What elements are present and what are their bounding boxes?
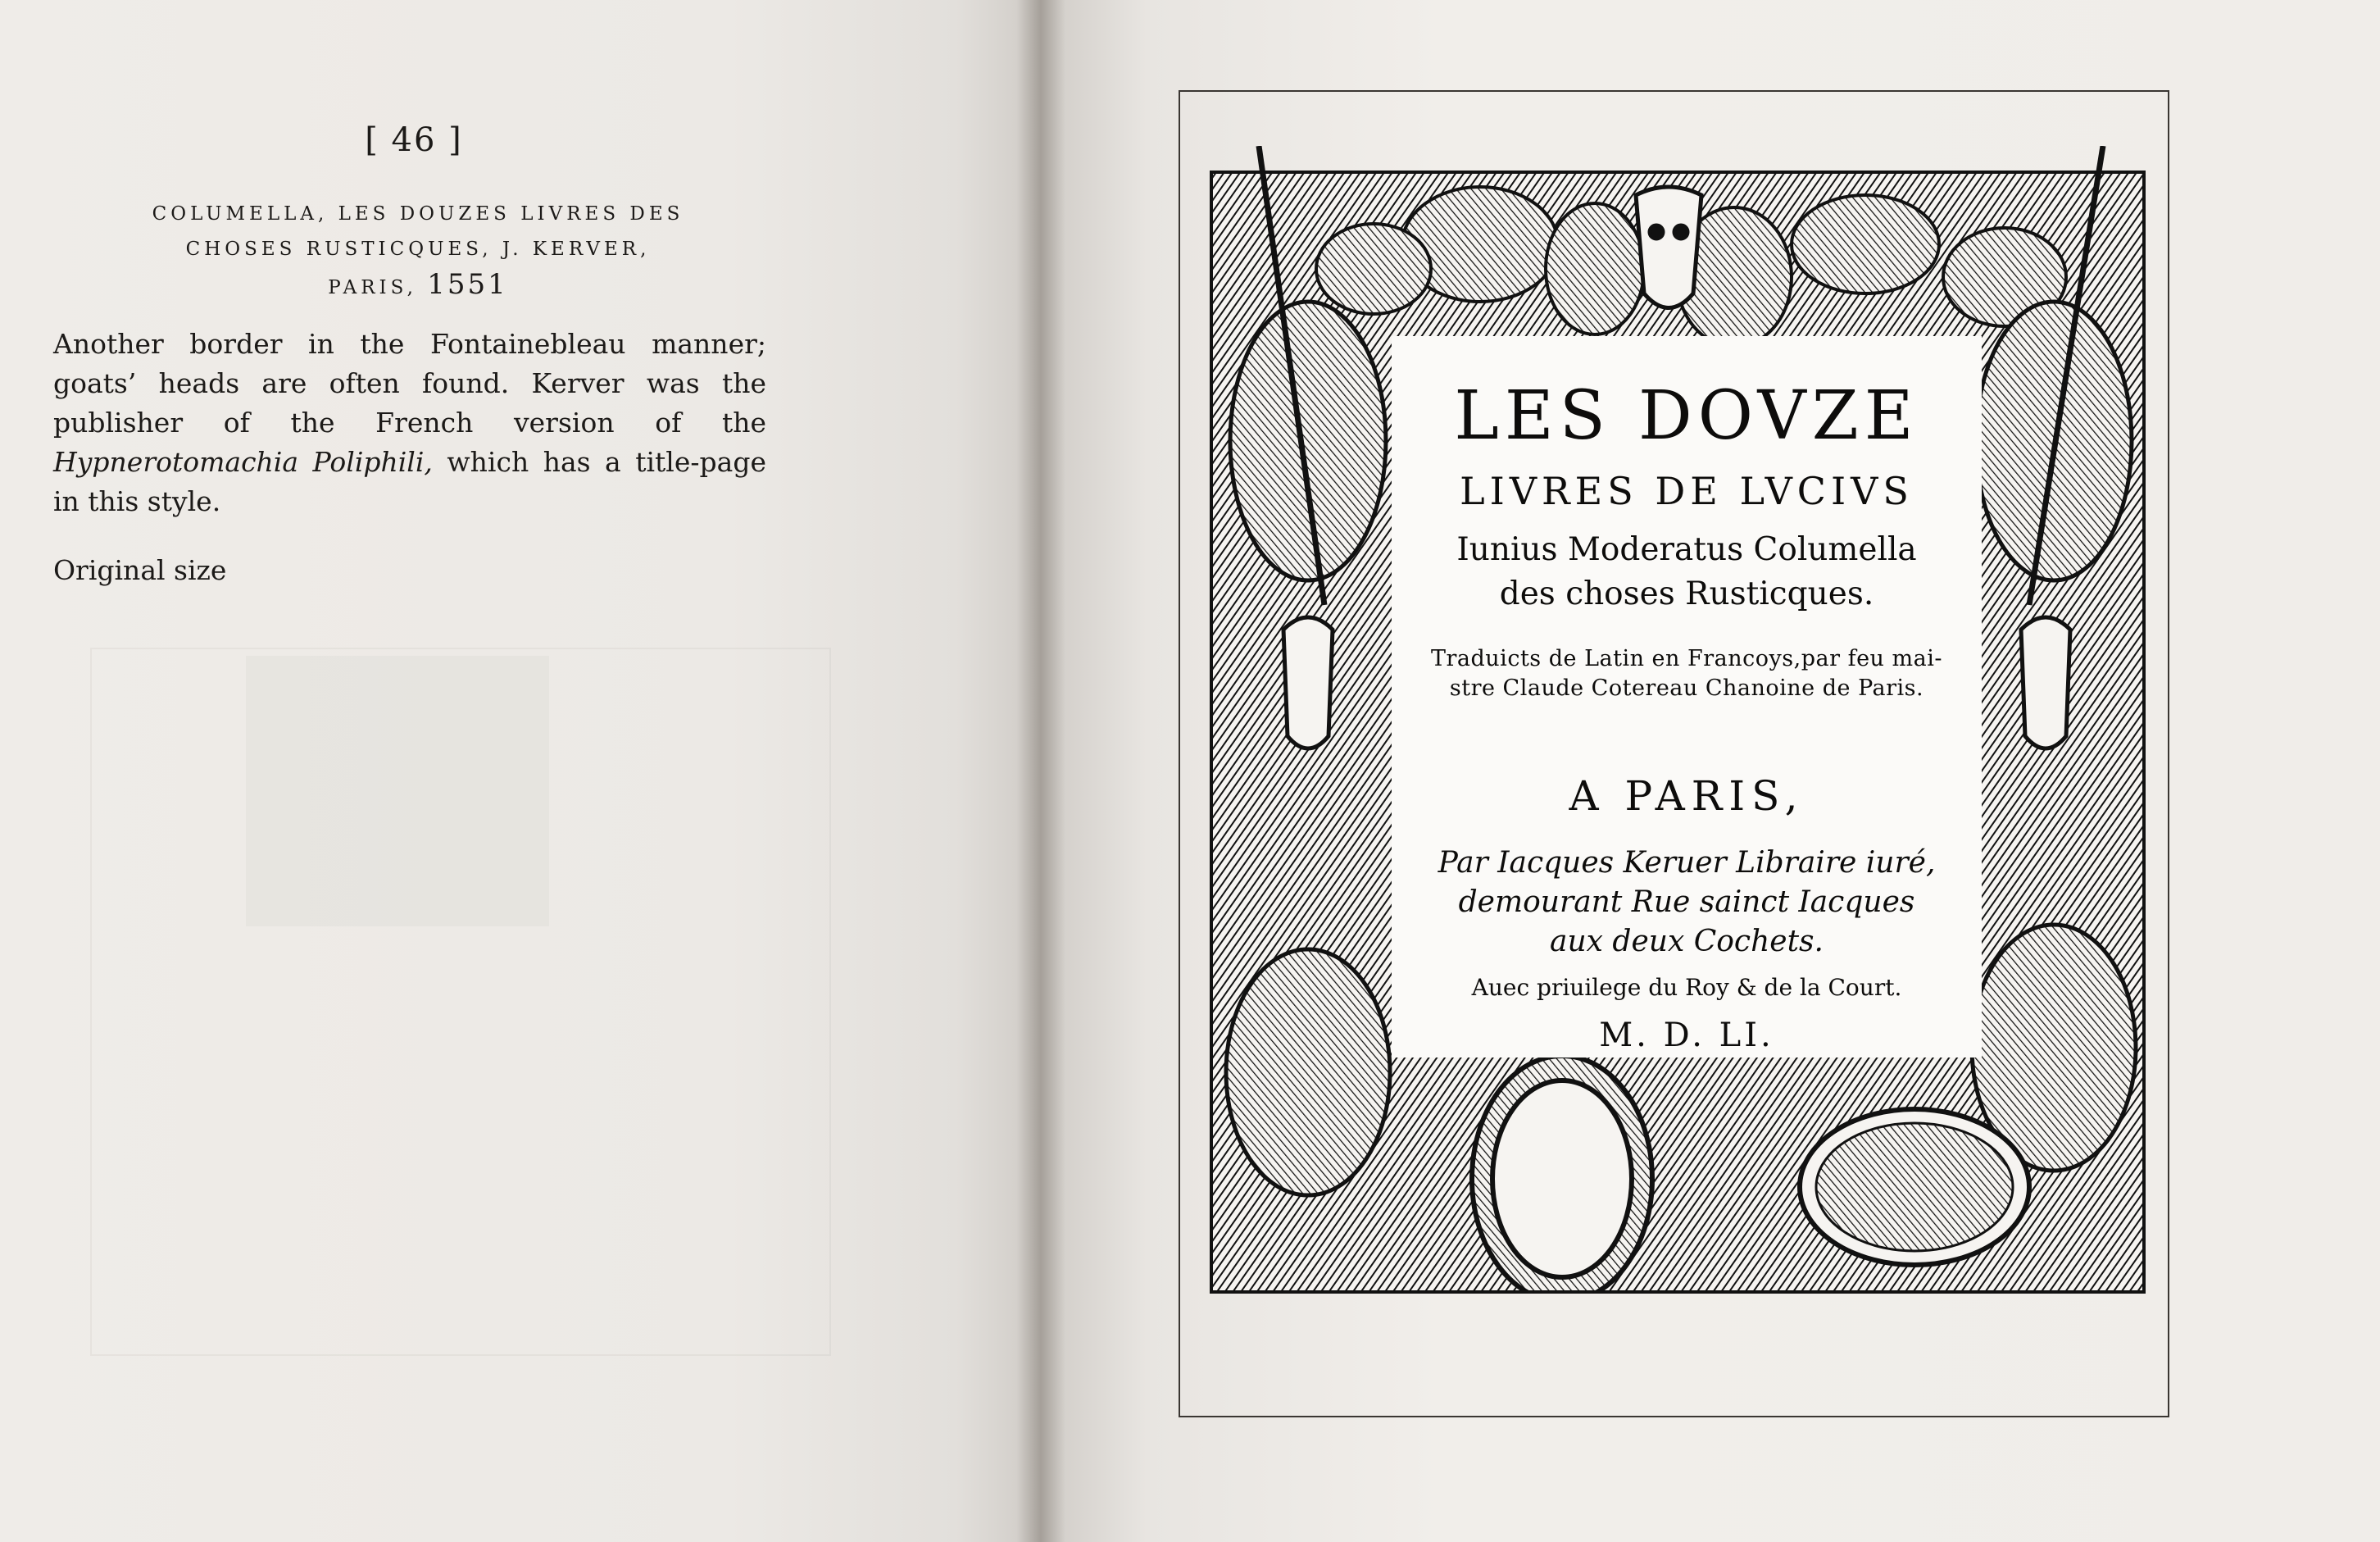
title-page-subtitle: LIVRES DE LVCIVS: [1460, 469, 1914, 513]
size-note: Original size: [53, 554, 227, 586]
title-page-translation-2: stre Claude Cotereau Chanoine de Paris.: [1449, 675, 1924, 701]
caption-place: PARIS,: [328, 277, 417, 298]
title-page-subject-line: des choses Rusticques.: [1499, 575, 1874, 612]
description-text-end: which has a title-page in this style.: [53, 446, 766, 517]
left-page: [0, 0, 1039, 1542]
right-page: [1039, 0, 2380, 1542]
description-text-start: Another border in the Fontainebleau manner; goats’ heads are often found. Kerver was the publisher of the French version of the: [53, 328, 766, 439]
plate-caption: [90, 197, 746, 306]
title-page-privilege: Auec priuilege du Roy & de la Court.: [1471, 974, 1902, 1001]
show-through-panel: [246, 656, 549, 926]
title-page-author-line: Iunius Moderatus Columella: [1456, 531, 1917, 568]
title-page-panel: [1392, 336, 1982, 1058]
book-gutter: [1016, 0, 1065, 1542]
page-number: [ 46 ]: [365, 121, 463, 159]
description-paragraph: [53, 325, 766, 521]
title-page-translation-1: Traduicts de Latin en Francoys,par feu mai-: [1431, 646, 1942, 671]
title-page-place: A PARIS,: [1569, 772, 1805, 820]
caption-line-3: [90, 267, 746, 306]
caption-line-1: COLUMELLA, LES DOUZES LIVRES DES: [152, 203, 684, 225]
title-page-publisher-2: demourant Rue sainct Iacques: [1458, 885, 1915, 919]
title-page-date: M. D. LI.: [1599, 1017, 1774, 1054]
caption-year: 1551: [427, 268, 508, 301]
description-italic-title: Hypnerotomachia Poliphili,: [53, 446, 433, 478]
title-page-title: LES DOVZE: [1454, 377, 1919, 455]
title-page-publisher-1: Par Iacques Keruer Libraire iuré,: [1438, 846, 1936, 880]
title-page-publisher-3: aux deux Cochets.: [1550, 925, 1824, 958]
caption-line-2: CHOSES RUSTICQUES, J. KERVER,: [185, 239, 651, 260]
